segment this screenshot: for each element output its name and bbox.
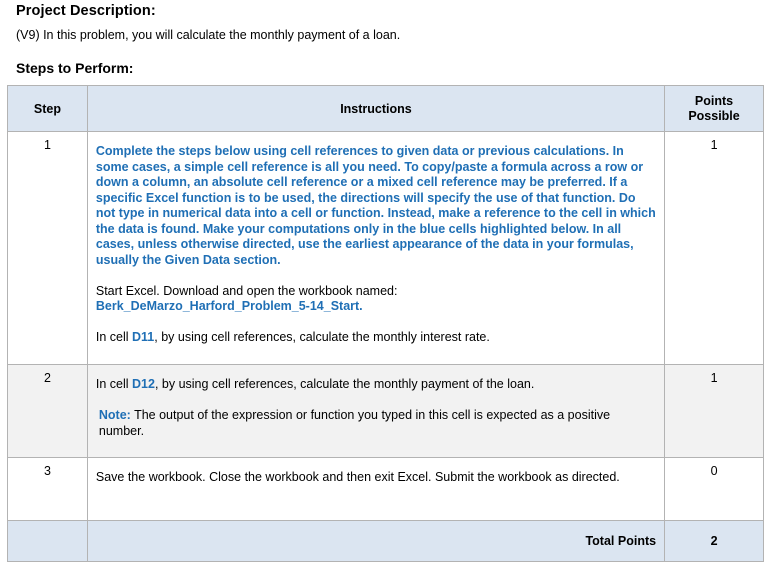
points-header-label: Points Possible — [688, 93, 740, 123]
points-value: 1 — [665, 132, 764, 365]
cell-reference: D11 — [132, 330, 155, 344]
steps-heading: Steps to Perform: — [16, 60, 134, 76]
column-header-step: Step — [8, 86, 88, 132]
cell-d12-instruction — [96, 377, 656, 393]
total-points-value: 2 — [665, 521, 764, 562]
instructions-cell — [87, 458, 664, 521]
table-row — [8, 365, 764, 458]
workbook-filename: Berk_DeMarzo_Harford_Problem_5-14_Start. — [95, 299, 363, 313]
steps-table — [7, 85, 764, 562]
project-description-heading: Project Description: — [16, 3, 156, 19]
open-workbook-text: Start Excel. Download and open the workbook named: — [95, 283, 398, 298]
table-header-row — [8, 86, 764, 132]
total-empty-cell — [8, 521, 88, 562]
step-number: 3 — [8, 458, 88, 521]
note-text: The output of the expression or function you typed in this cell is expected as a positive number. — [98, 408, 611, 438]
total-points-label: Total Points — [87, 521, 664, 562]
points-value: 0 — [665, 458, 764, 521]
column-header-instructions: Instructions — [87, 86, 664, 132]
general-instructions: Complete the steps below using cell references to given data or previous calculations. In some cases, a simple cell reference is all you need. To copy/paste a formula across a row or down a column, an absolute cell reference or a mixed cell reference may be preferred. If a specific Excel function is to be used, the directions will specify the use of that function. Do not type in numerical data into a cell or function. Instead, make a reference to the cell in which the data is found. Make your computations only in the blue cells highlighted below. In all cases, unless otherwise directed, use the earliest appearance of the data in your formulas, usually the Given Data section. — [95, 144, 656, 267]
points-value: 1 — [665, 365, 764, 458]
cell-prefix: In cell — [95, 330, 133, 344]
column-header-points — [665, 86, 764, 132]
total-row — [8, 521, 764, 562]
cell-suffix: , by using cell references, calculate the monthly interest rate. — [154, 330, 490, 344]
instructions-cell — [87, 132, 664, 365]
cell-reference: D12 — [132, 377, 155, 391]
note-label: Note: — [98, 408, 131, 422]
cell-prefix: In cell — [95, 377, 133, 391]
table-row — [8, 458, 764, 521]
cell-d11-instruction — [96, 330, 656, 346]
project-description-text: (V9) In this problem, you will calculate the monthly payment of a loan. — [16, 28, 401, 42]
table-row — [8, 132, 764, 365]
save-instruction: Save the workbook. Close the workbook and then exit Excel. Submit the workbook as directed. — [95, 470, 620, 484]
open-workbook-instruction — [96, 284, 656, 315]
instructions-cell — [87, 365, 664, 458]
cell-suffix: , by using cell references, calculate the monthly payment of the loan. — [154, 377, 535, 391]
note — [96, 408, 656, 439]
step-number: 1 — [8, 132, 88, 365]
step-number: 2 — [8, 365, 88, 458]
